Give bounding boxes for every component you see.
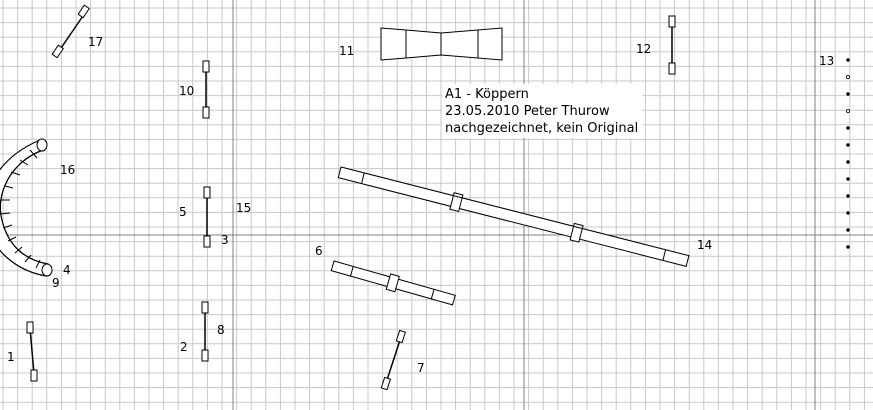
weave-pole [847,246,850,249]
label-4: 4 [63,263,71,277]
weave-pole [846,109,849,112]
jump-1[interactable] [27,322,37,381]
info-date-author: 23.05.2010 Peter Thurow [445,104,610,119]
label-11: 11 [339,44,355,58]
jump-17[interactable] [52,5,89,57]
tunnel-16[interactable] [0,139,52,276]
label-13: 13 [819,54,835,68]
weave-pole [846,75,849,78]
label-15: 15 [236,201,252,215]
label-14: 14 [697,238,713,252]
label-12: 12 [636,42,652,56]
weave-pole [847,144,850,147]
weave-pole [847,195,850,198]
label-8: 8 [217,323,225,337]
weave-pole [847,161,850,164]
weave-pole [847,178,850,181]
label-6: 6 [315,244,323,258]
weave-pole [847,93,850,96]
info-note: nachgezeichnet, kein Original [445,121,639,136]
label-17: 17 [88,35,104,49]
jump-5-15[interactable] [204,187,210,247]
weave-pole [847,127,850,130]
label-2: 2 [180,340,188,354]
table-11[interactable] [381,28,502,60]
label-16: 16 [60,163,76,177]
label-7: 7 [417,361,425,375]
label-10: 10 [179,84,195,98]
jump-10[interactable] [203,61,209,118]
weave-pole [847,229,850,232]
label-3: 3 [221,233,229,247]
jump-7[interactable] [381,330,405,389]
label-9: 9 [52,276,60,290]
label-1: 1 [7,350,15,364]
weave-pole [847,59,850,62]
label-5: 5 [179,205,187,219]
info-title: A1 - Köppern [445,87,529,102]
weave-pole [847,212,850,215]
